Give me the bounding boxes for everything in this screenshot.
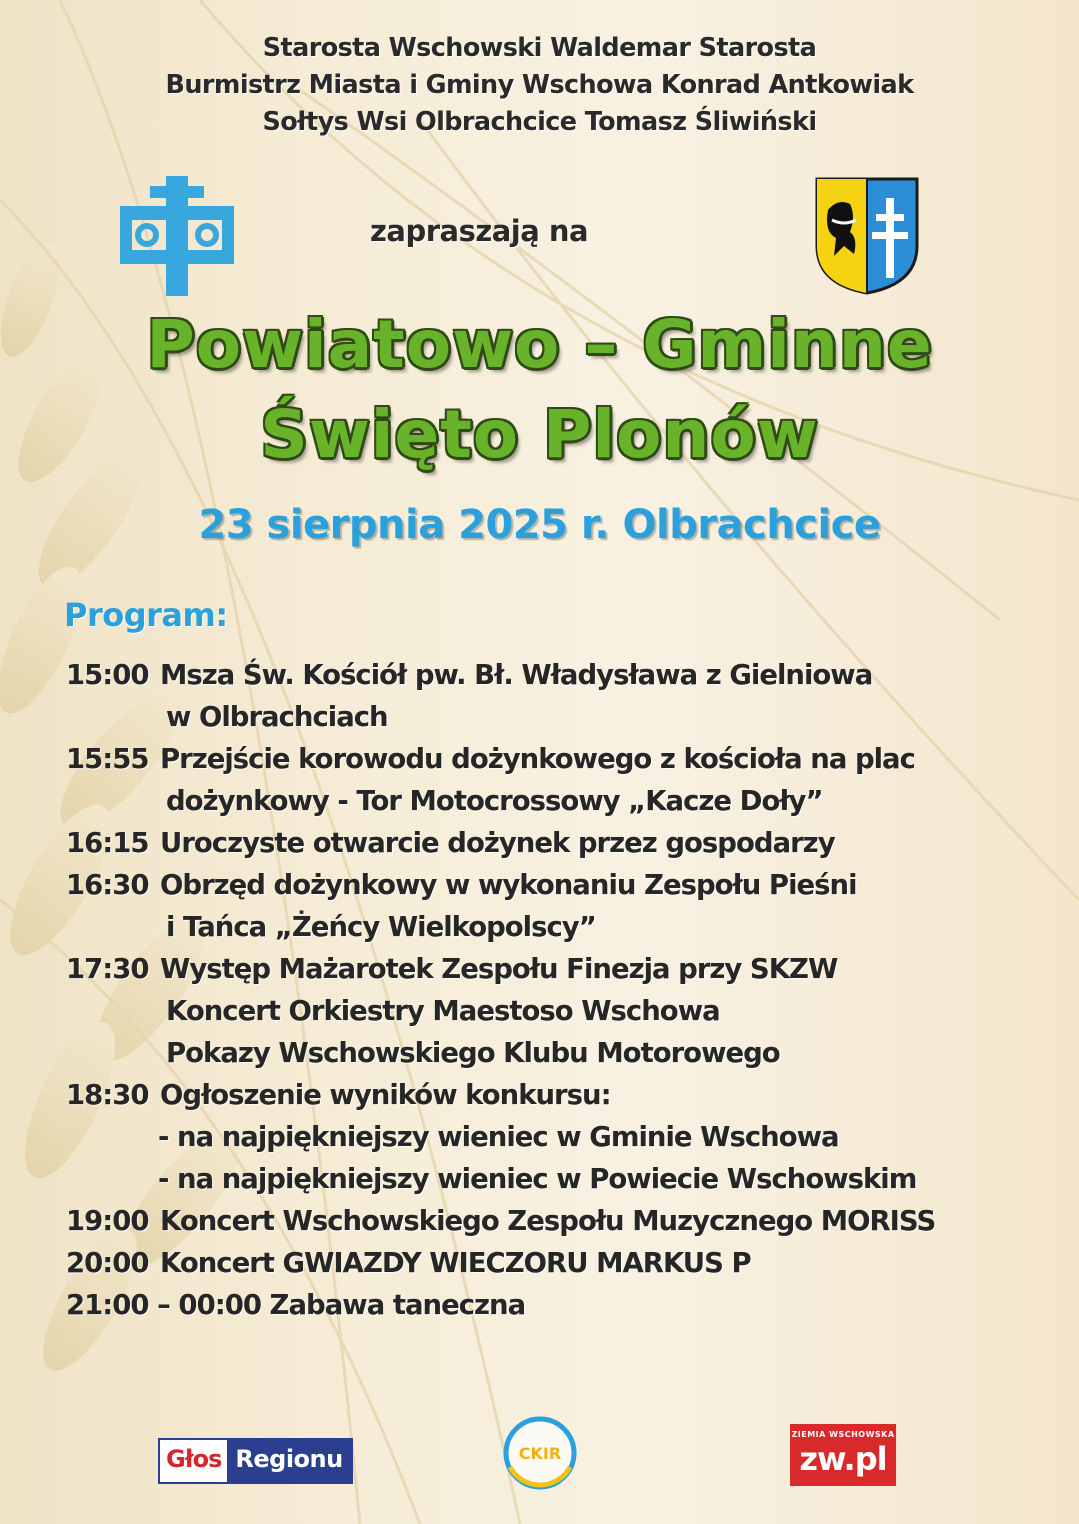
zw-logo-big-text: zw.pl bbox=[799, 1440, 887, 1478]
zw-pl-logo bbox=[790, 1424, 896, 1486]
ckir-logo-text: CKIR bbox=[518, 1444, 562, 1463]
program-time: 18:30 bbox=[66, 1079, 149, 1111]
program-text: Uroczyste otwarcie dożynek przez gospodarzy bbox=[160, 827, 835, 859]
glos-regionu-logo bbox=[158, 1438, 353, 1484]
program-list bbox=[66, 654, 1056, 1326]
program-continuation: dożynkowy - Tor Motocrossowy „Kacze Doły” bbox=[166, 785, 823, 817]
program-text: Msza Św. Kościół pw. Bł. Władysława z Gielniowa bbox=[160, 659, 873, 691]
program-time: 16:15 bbox=[66, 827, 149, 859]
program-item bbox=[66, 864, 1056, 906]
glos-logo-part2: Regionu bbox=[227, 1440, 350, 1482]
program-text: Przejście korowodu dożynkowego z kościoła na plac bbox=[160, 743, 915, 775]
program-time: 16:30 bbox=[66, 869, 149, 901]
program-text: Koncert GWIAZDY WIECZORU MARKUS P bbox=[160, 1247, 751, 1279]
host-line-starosta: Starosta Wschowski Waldemar Starosta bbox=[262, 33, 817, 63]
glos-logo-part1: Głos bbox=[160, 1440, 227, 1482]
program-time: 19:00 bbox=[66, 1205, 149, 1237]
program-text: Obrzęd dożynkowy w wykonaniu Zespołu Pieśni bbox=[160, 869, 857, 901]
program-subitem: - na najpiękniejszy wieniec w Powiecie Wschowskim bbox=[158, 1163, 917, 1195]
hosts-block bbox=[0, 30, 1079, 141]
event-date-location: 23 sierpnia 2025 r. Olbrachcice bbox=[198, 502, 881, 548]
program-item bbox=[66, 1074, 1056, 1116]
program-item bbox=[66, 654, 1056, 696]
host-line-burmistrz: Burmistrz Miasta i Gminy Wschowa Konrad Antkowiak bbox=[165, 70, 914, 100]
program-continuation: Koncert Orkiestry Maestoso Wschowa bbox=[166, 995, 720, 1027]
program-text: Koncert Wschowskiego Zespołu Muzycznego MORISS bbox=[160, 1205, 936, 1237]
program-text: Występ Mażarotek Zespołu Finezja przy SKZW bbox=[160, 953, 838, 985]
event-title-line2: Święto Plonów bbox=[260, 396, 819, 473]
program-continuation: w Olbrachciach bbox=[166, 701, 388, 733]
powiat-emblem-icon bbox=[120, 176, 234, 296]
program-heading: Program: bbox=[64, 596, 228, 634]
coat-of-arms-icon bbox=[814, 176, 920, 296]
host-line-soltys: Sołtys Wsi Olbrachcice Tomasz Śliwiński bbox=[262, 107, 817, 137]
program-continuation: i Tańca „Żeńcy Wielkopolscy” bbox=[166, 911, 596, 943]
program-time: 17:30 bbox=[66, 953, 149, 985]
program-item bbox=[66, 948, 1056, 990]
program-time: 15:55 bbox=[66, 743, 149, 775]
program-item bbox=[66, 822, 1056, 864]
invitation-text: zapraszają na bbox=[370, 214, 589, 248]
zw-logo-small-text: ZIEMIA WSCHOWSKA bbox=[791, 1430, 895, 1439]
program-item bbox=[66, 1200, 1056, 1242]
program-item bbox=[66, 1242, 1056, 1284]
program-subitem: - na najpiękniejszy wieniec w Gminie Wschowa bbox=[158, 1121, 839, 1153]
program-final-item: 21:00 – 00:00 Zabawa taneczna bbox=[66, 1289, 526, 1321]
program-text: Ogłoszenie wyników konkursu: bbox=[160, 1079, 611, 1111]
program-time: 15:00 bbox=[66, 659, 149, 691]
program-continuation: Pokazy Wschowskiego Klubu Motorowego bbox=[166, 1037, 780, 1069]
program-time: 20:00 bbox=[66, 1247, 149, 1279]
event-title-line1: Powiatowo – Gminne bbox=[146, 306, 933, 383]
ckir-logo bbox=[500, 1413, 580, 1493]
program-item bbox=[66, 738, 1056, 780]
